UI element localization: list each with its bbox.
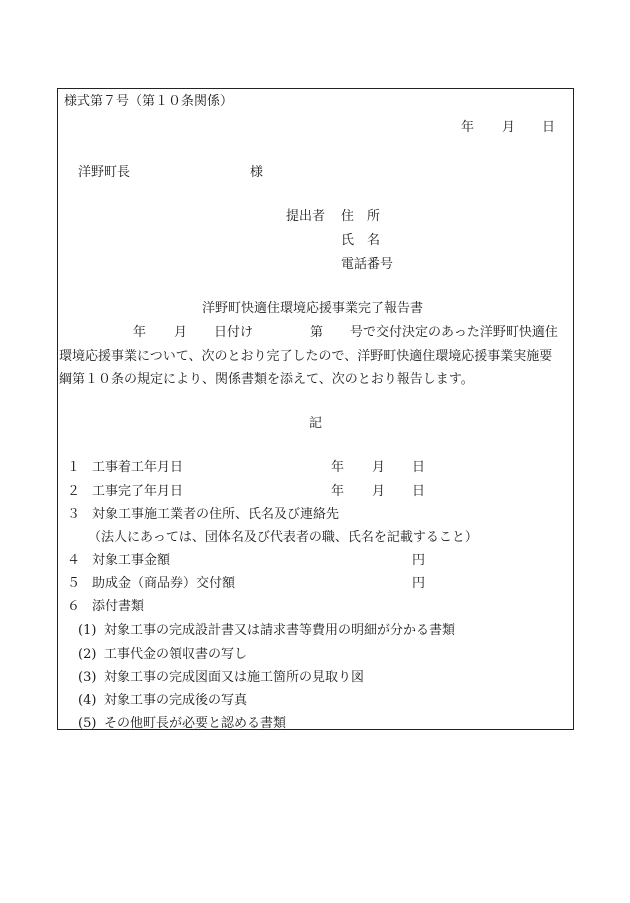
submitter-label: 提出者 (286, 209, 326, 224)
body-line1-text: 号で交付決定のあった洋野町快適住 (350, 325, 558, 340)
submitter-address-label: 住 所 (341, 209, 381, 224)
body-day: 日付け (214, 325, 254, 340)
submitter-phone-label: 電話番号 (341, 257, 394, 272)
attachment-1-text: 対象工事の完成設計書又は請求書等費用の明細が分かる書類 (104, 623, 456, 638)
ki-heading: 記 (309, 416, 323, 431)
item-1-month: 月 (372, 460, 386, 475)
item-4-number: ４ (67, 553, 81, 568)
attachment-4-number: (4) (78, 693, 97, 708)
attachment-2-text: 工事代金の領収書の写し (104, 647, 248, 662)
item-2-day: 日 (412, 484, 426, 499)
item-5-number: ５ (67, 576, 81, 591)
attachment-3-number: (3) (78, 670, 97, 685)
item-1-year: 年 (331, 460, 345, 475)
date-year: 年 (461, 120, 475, 135)
item-1-number: １ (67, 460, 81, 475)
item-6-number: ６ (67, 599, 81, 614)
form-id: 様式第７号（第１０条関係） (64, 94, 234, 109)
item-4-unit: 円 (412, 553, 426, 568)
item-2-number: ２ (67, 484, 81, 499)
item-3-number: ３ (67, 507, 81, 522)
submitter-name-label: 氏 名 (341, 233, 381, 248)
item-5-unit: 円 (412, 576, 426, 591)
item-4-label: 対象工事金額 (92, 553, 171, 568)
item-2-month: 月 (372, 484, 386, 499)
item-3-label: 対象工事施工業者の住所、氏名及び連絡先 (92, 507, 340, 522)
item-3-note: （法人にあっては、団体名及び代表者の職、氏名を記載すること） (88, 530, 478, 545)
body-number-prefix: 第 (310, 325, 324, 340)
attachment-5-number: (5) (78, 716, 97, 731)
addressee-honorific: 様 (250, 165, 264, 180)
body-line3: 綱第１０条の規定により、関係書類を添えて、次のとおり報告します。 (59, 372, 474, 387)
item-6-label: 添付書類 (92, 599, 145, 614)
item-1-label: 工事着工年月日 (92, 460, 184, 475)
body-month: 月 (174, 325, 188, 340)
document-title: 洋野町快適住環境応援事業完了報告書 (202, 301, 424, 316)
attachment-2-number: (2) (78, 647, 97, 662)
item-2-year: 年 (331, 484, 345, 499)
date-day: 日 (542, 120, 556, 135)
item-1-day: 日 (412, 460, 426, 475)
attachment-5-text: その他町長が必要と認める書類 (104, 716, 287, 731)
body-line2: 環境応援事業について、次のとおり完了したので、洋野町快適住環境応援事業実施要 (59, 349, 553, 364)
body-year: 年 (133, 325, 147, 340)
date-month: 月 (502, 120, 516, 135)
item-2-label: 工事完了年月日 (92, 484, 184, 499)
addressee-name: 洋野町長 (78, 165, 131, 180)
attachment-1-number: (1) (78, 623, 97, 638)
attachment-3-text: 対象工事の完成図面又は施工箇所の見取り図 (104, 670, 365, 685)
attachment-4-text: 対象工事の完成後の写真 (104, 693, 248, 708)
item-5-label: 助成金（商品券）交付額 (92, 576, 236, 591)
